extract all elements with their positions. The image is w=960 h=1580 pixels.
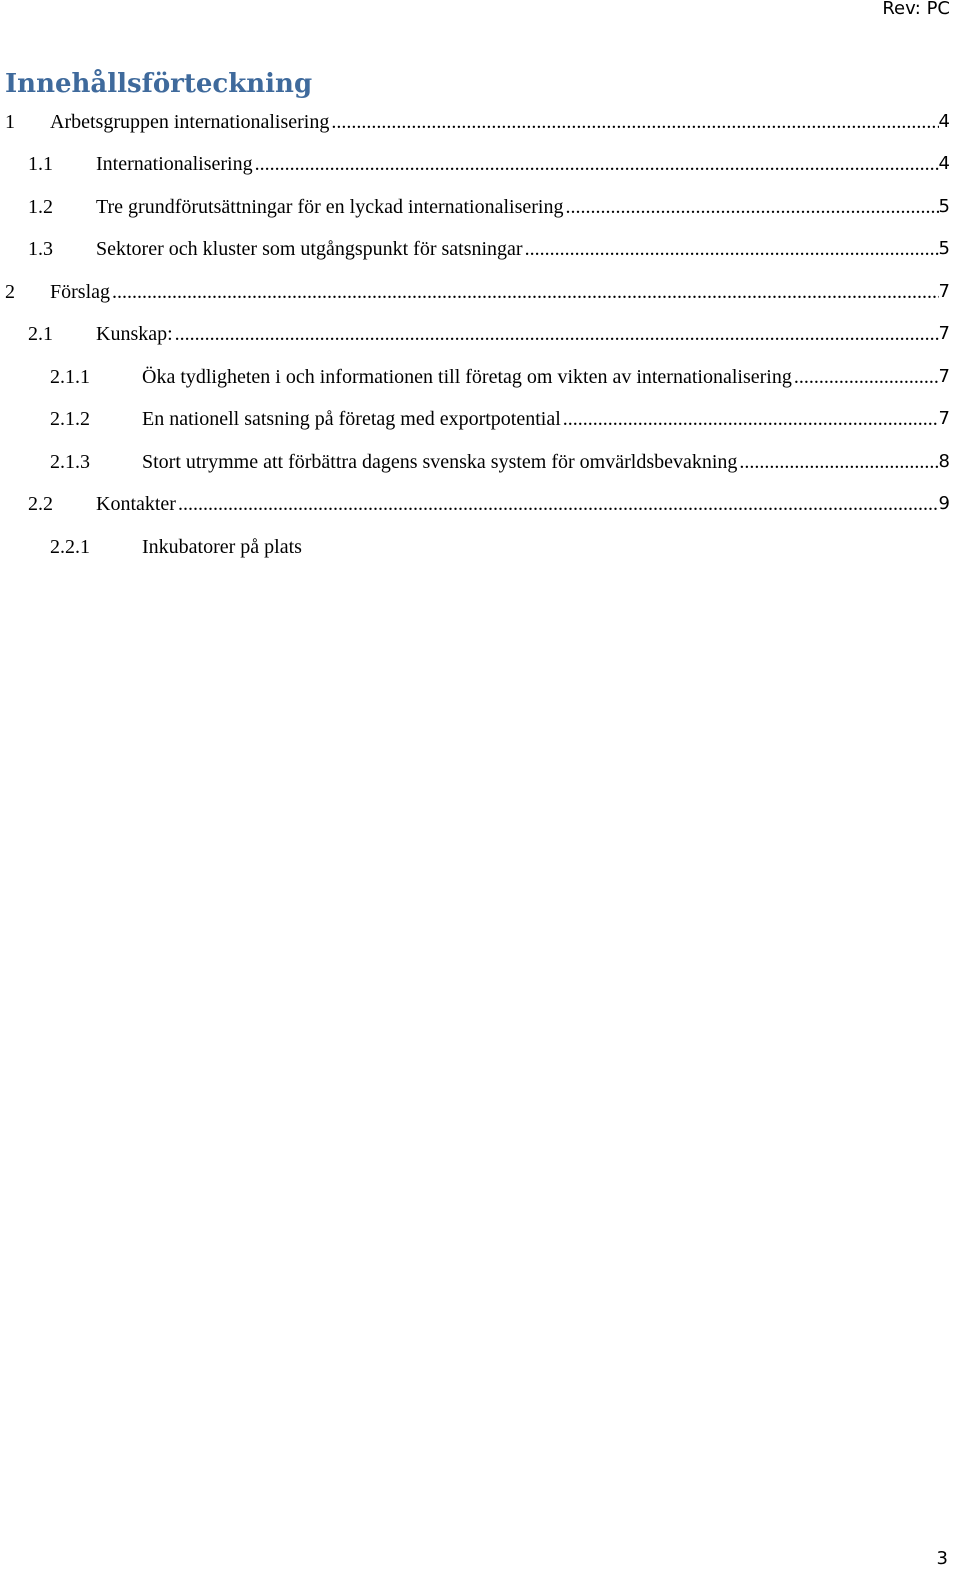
- toc-entry-page: 7: [938, 323, 950, 344]
- toc-entry[interactable]: [0, 107, 950, 137]
- toc-entry-page: 5: [938, 196, 950, 217]
- toc-entry[interactable]: [0, 234, 950, 264]
- toc-entry-page: 4: [938, 153, 950, 174]
- toc-entry[interactable]: [0, 404, 950, 434]
- toc-entry[interactable]: [0, 192, 950, 222]
- toc-dot-leader: [175, 319, 939, 349]
- toc-entry-text: Öka tydligheten i och informationen till företag om vikten av internationalisering: [142, 366, 792, 388]
- toc-entry-text: Kunskap:: [96, 323, 173, 345]
- toc-entry-number: 1.3: [28, 238, 53, 260]
- toc-entry[interactable]: [0, 319, 950, 349]
- toc-entry-number: 2.1: [28, 323, 53, 345]
- toc-title: Innehållsförteckning: [5, 69, 313, 99]
- toc-entry-page: 5: [938, 238, 950, 259]
- toc-entry-number: 2.2.1: [50, 536, 90, 558]
- toc-entry-number: 2.1.2: [50, 408, 90, 430]
- toc-entry-text: Tre grundförutsättningar för en lyckad internationalisering: [96, 196, 564, 218]
- toc-dot-leader: [255, 149, 939, 179]
- toc-entry-number: 2.2: [28, 493, 53, 515]
- toc-entry-text: Kontakter: [96, 493, 176, 515]
- toc-entry[interactable]: [0, 277, 950, 307]
- toc-entry-text: Inkubatorer på plats: [142, 536, 302, 558]
- toc-entry-number: 1.1: [28, 153, 53, 175]
- toc-entry-number: 1: [5, 111, 15, 133]
- toc-entry[interactable]: [0, 532, 950, 562]
- toc-entry-text: En nationell satsning på företag med exportpotential: [142, 408, 561, 430]
- toc-entry[interactable]: [0, 149, 950, 179]
- toc-entry-page: 4: [938, 111, 950, 132]
- revision-header: Rev: PC: [882, 0, 950, 19]
- toc-dot-leader: [563, 404, 939, 434]
- toc-entry-number: 2: [5, 281, 15, 303]
- toc-dot-leader: [178, 489, 939, 519]
- toc-entry-text: Internationalisering: [96, 153, 253, 175]
- toc-entry-number: 1.2: [28, 196, 53, 218]
- toc-entry-page: 7: [938, 281, 950, 302]
- toc-dot-leader: [112, 277, 939, 307]
- toc-entry-page: 9: [938, 493, 950, 514]
- toc-entry[interactable]: [0, 489, 950, 519]
- toc-dot-leader: [565, 192, 938, 222]
- page-number: 3: [936, 1548, 948, 1569]
- toc-dot-leader: [331, 107, 938, 137]
- toc-entry-page: 7: [938, 408, 950, 429]
- toc-entry-page: 8: [938, 451, 950, 472]
- toc-dot-leader: [794, 362, 939, 392]
- toc-entry-page: 7: [938, 366, 950, 387]
- toc-entry-text: Sektorer och kluster som utgångspunkt för satsningar: [96, 238, 523, 260]
- toc-entry[interactable]: [0, 362, 950, 392]
- toc-entry-text: Arbetsgruppen internationalisering: [50, 111, 330, 133]
- toc-dot-leader: [739, 447, 938, 477]
- toc-entry-number: 2.1.3: [50, 451, 90, 473]
- toc-entry[interactable]: [0, 447, 950, 477]
- toc-dot-leader: [525, 234, 939, 264]
- toc-entry-text: Förslag: [50, 281, 110, 303]
- toc-entry-number: 2.1.1: [50, 366, 90, 388]
- toc-entry-text: Stort utrymme att förbättra dagens svenska system för omvärldsbevakning: [142, 451, 738, 473]
